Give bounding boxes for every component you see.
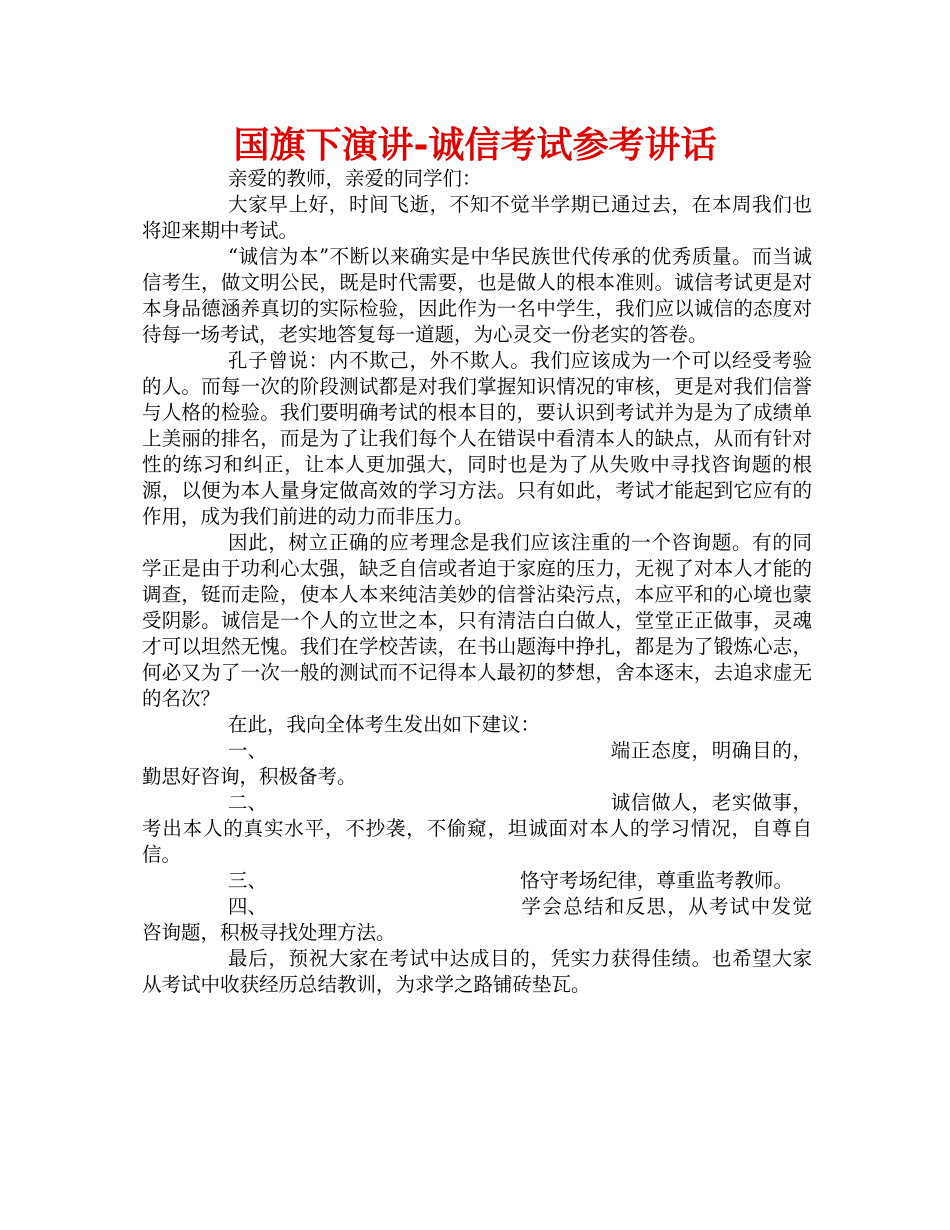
paragraph-3: 孔子曾说：内不欺己，外不欺人。我们应该成为一个可以经受考验的人。而每一次的阶段测试都是对我们掌握知识情况的审核，更是对我们信誉与人格的检验。我们要明确考试的根本目的，要认识到考试并为是为了成绩单上美丽的排名，而是为了让我们每个人在错误中看清本人的缺点，从而有针对性的练习和纠正，让本人更加强大，同时也是为了从失败中寻找咨询题的根源，以便为本人量身定做高效的学习方法。只有如此，考试才能起到它应有的作用，成为我们前进的动力而非压力。 xyxy=(142,349,812,528)
suggestion-text: 学会总结和反思，从考试中发觉咨询题，积极寻找处理方法。 xyxy=(142,895,812,944)
document-title: 国旗下演讲-诚信考试参考讲话 xyxy=(233,125,717,166)
suggestion-4 xyxy=(142,894,812,946)
paragraph-1: 大家早上好，时间飞逝，不知不觉半学期已通过去，在本周我们也将迎来期中考试。 xyxy=(142,193,812,242)
closing-paragraph: 最后，预祝大家在考试中达成目的，凭实力获得佳绩。也希望大家从考试中收获经历总结教训，为求学之路铺砖垫瓦。 xyxy=(142,947,812,996)
suggestion-3 xyxy=(142,868,812,894)
paragraph-2: “诚信为本”不断以来确实是中华民族世代传承的优秀质量。而当诚信考生，做文明公民，既是时代需要，也是做人的根本准则。诚信考试更是对本身品德涵养真切的实际检验，因此作为一名中学生，我们应以诚信的态度对待每一场考试，老实地答复每一道题，为心灵交一份老实的答卷。 xyxy=(142,245,812,346)
document-body xyxy=(142,166,812,998)
suggestion-1 xyxy=(142,738,812,790)
suggestion-2 xyxy=(142,790,812,868)
suggestion-number: 四、 xyxy=(228,895,268,918)
suggestion-number: 一、 xyxy=(228,739,268,762)
paragraph-4: 因此，树立正确的应考理念是我们应该注重的一个咨询题。有的同学正是由于功利心太强，缺乏自信或者迫于家庭的压力，无视了对本人才能的调查，铤而走险，使本人本来纯洁美妙的信誉沾染污点，本应平和的心境也蒙受阴影。诚信是一个人的立世之本，只有清洁白白做人，堂堂正正做事，灵魂才可以坦然无愧。我们在学校苦读，在书山题海中挣扎，都是为了锻炼心志，何必又为了一次一般的测试而不记得本人最初的梦想，舍本逐末，去追求虚无的名次？ xyxy=(142,531,812,710)
suggestion-text: 诚信做人，老实做事，考出本人的真实水平，不抄袭，不偷窥，坦诚面对本人的学习情况，自尊自信。 xyxy=(142,791,812,866)
suggestion-text: 端正态度，明确目的，勤思好咨询，积极备考。 xyxy=(142,739,812,788)
suggestion-text: 恪守考场纪律，尊重监考教师。 xyxy=(520,869,794,892)
paragraph-5: 在此，我向全体考生发出如下建议： xyxy=(228,713,541,736)
greeting: 亲爱的教师，亲爱的同学们： xyxy=(228,167,482,190)
suggestion-number: 二、 xyxy=(228,791,268,814)
suggestion-number: 三、 xyxy=(228,869,268,892)
